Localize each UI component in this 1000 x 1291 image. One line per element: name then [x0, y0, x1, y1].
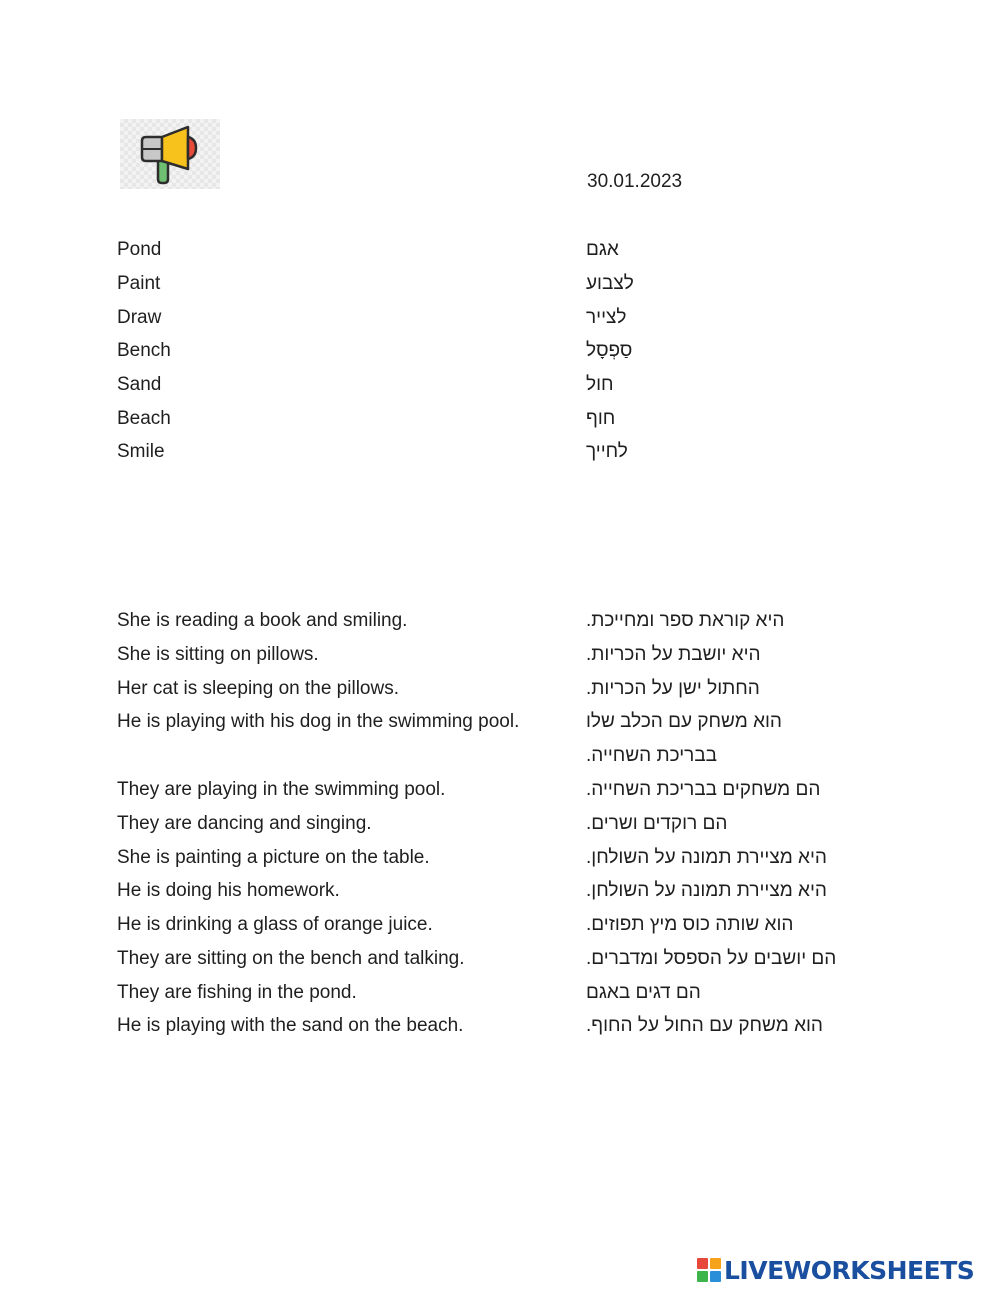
english-sentence: He is doing his homework.: [117, 880, 340, 901]
english-sentence: She is reading a book and smiling.: [117, 610, 408, 631]
megaphone-image: [120, 119, 220, 189]
english-word: Smile: [117, 441, 165, 462]
hebrew-sentence: היא מציירת תמונה על השולחן.: [586, 847, 827, 868]
vocabulary-row: [0, 340, 1000, 370]
hebrew-sentence: הם יושבים על הספסל ומדברים.: [586, 948, 837, 969]
hebrew-word: חוף: [586, 408, 616, 429]
english-word: Draw: [117, 307, 162, 328]
english-sentence: They are dancing and singing.: [117, 813, 372, 834]
english-word: Paint: [117, 273, 161, 294]
english-sentence: He is playing with his dog in the swimming pool.: [117, 711, 520, 732]
vocabulary-row: [0, 441, 1000, 471]
vocabulary-row: [0, 307, 1000, 337]
hebrew-sentence: הוא שותה כוס מיץ תפוזים.: [586, 914, 794, 935]
sentence-row: [0, 948, 1000, 978]
hebrew-sentence: הם משחקים בבריכת השחייה.: [586, 779, 821, 800]
hebrew-sentence: החתול ישן על הכריות.: [586, 678, 760, 699]
english-word: Sand: [117, 374, 162, 395]
logo-block: [710, 1258, 721, 1269]
english-sentence: They are sitting on the bench and talking.: [117, 948, 465, 969]
sentence-row: [0, 644, 1000, 674]
sentence-row: [0, 982, 1000, 1012]
sentence-row: [0, 711, 1000, 766]
english-word: Bench: [117, 340, 171, 361]
english-sentence: She is sitting on pillows.: [117, 644, 319, 665]
sentence-row: [0, 678, 1000, 708]
english-sentence: He is drinking a glass of orange juice.: [117, 914, 433, 935]
logo-block: [697, 1271, 708, 1282]
logo-blocks-icon: [697, 1258, 721, 1282]
english-word: Pond: [117, 239, 162, 260]
english-sentence: They are fishing in the pond.: [117, 982, 357, 1003]
hebrew-sentence: הם רוקדים ושרים.: [586, 813, 728, 834]
english-word: Beach: [117, 408, 171, 429]
liveworksheets-logo: [697, 1254, 974, 1286]
sentence-row: [0, 880, 1000, 910]
sentence-row: [0, 914, 1000, 944]
logo-block: [710, 1271, 721, 1282]
hebrew-sentence: הוא משחק עם הכלב שלו בבריכת השחייה.: [586, 711, 782, 766]
sentence-row: [0, 610, 1000, 640]
hebrew-word: אגם: [586, 239, 619, 260]
hebrew-sentence: הוא משחק עם החול על החוף.: [586, 1015, 823, 1036]
vocabulary-row: [0, 239, 1000, 269]
english-sentence: They are playing in the swimming pool.: [117, 779, 446, 800]
hebrew-sentence: היא יושבת על הכריות.: [586, 644, 761, 665]
english-sentence: Her cat is sleeping on the pillows.: [117, 678, 399, 699]
vocabulary-row: [0, 374, 1000, 404]
vocabulary-row: [0, 273, 1000, 303]
sentence-row: [0, 779, 1000, 809]
hebrew-sentence: היא מציירת תמונה על השולחן.: [586, 880, 827, 901]
english-sentence: She is painting a picture on the table.: [117, 847, 430, 868]
hebrew-word: סַפְסָל: [586, 340, 633, 361]
hebrew-sentence: הם דגים באגם: [586, 982, 701, 1003]
hebrew-word: לצייר: [586, 307, 627, 328]
hebrew-sentence: היא קוראת ספר ומחייכת.: [586, 610, 785, 631]
brand-name: LIVEWORKSHEETS: [724, 1255, 975, 1285]
hebrew-word: לצבוע: [586, 273, 634, 294]
logo-block: [697, 1258, 708, 1269]
english-sentence: He is playing with the sand on the beach.: [117, 1015, 464, 1036]
sentence-row: [0, 813, 1000, 843]
vocabulary-row: [0, 408, 1000, 438]
date-label: 30.01.2023: [587, 171, 683, 192]
sentence-row: [0, 847, 1000, 877]
sentence-row: [0, 1015, 1000, 1045]
hebrew-word: לחייך: [586, 441, 628, 462]
hebrew-word: חול: [586, 374, 614, 395]
megaphone-icon: [136, 123, 206, 187]
